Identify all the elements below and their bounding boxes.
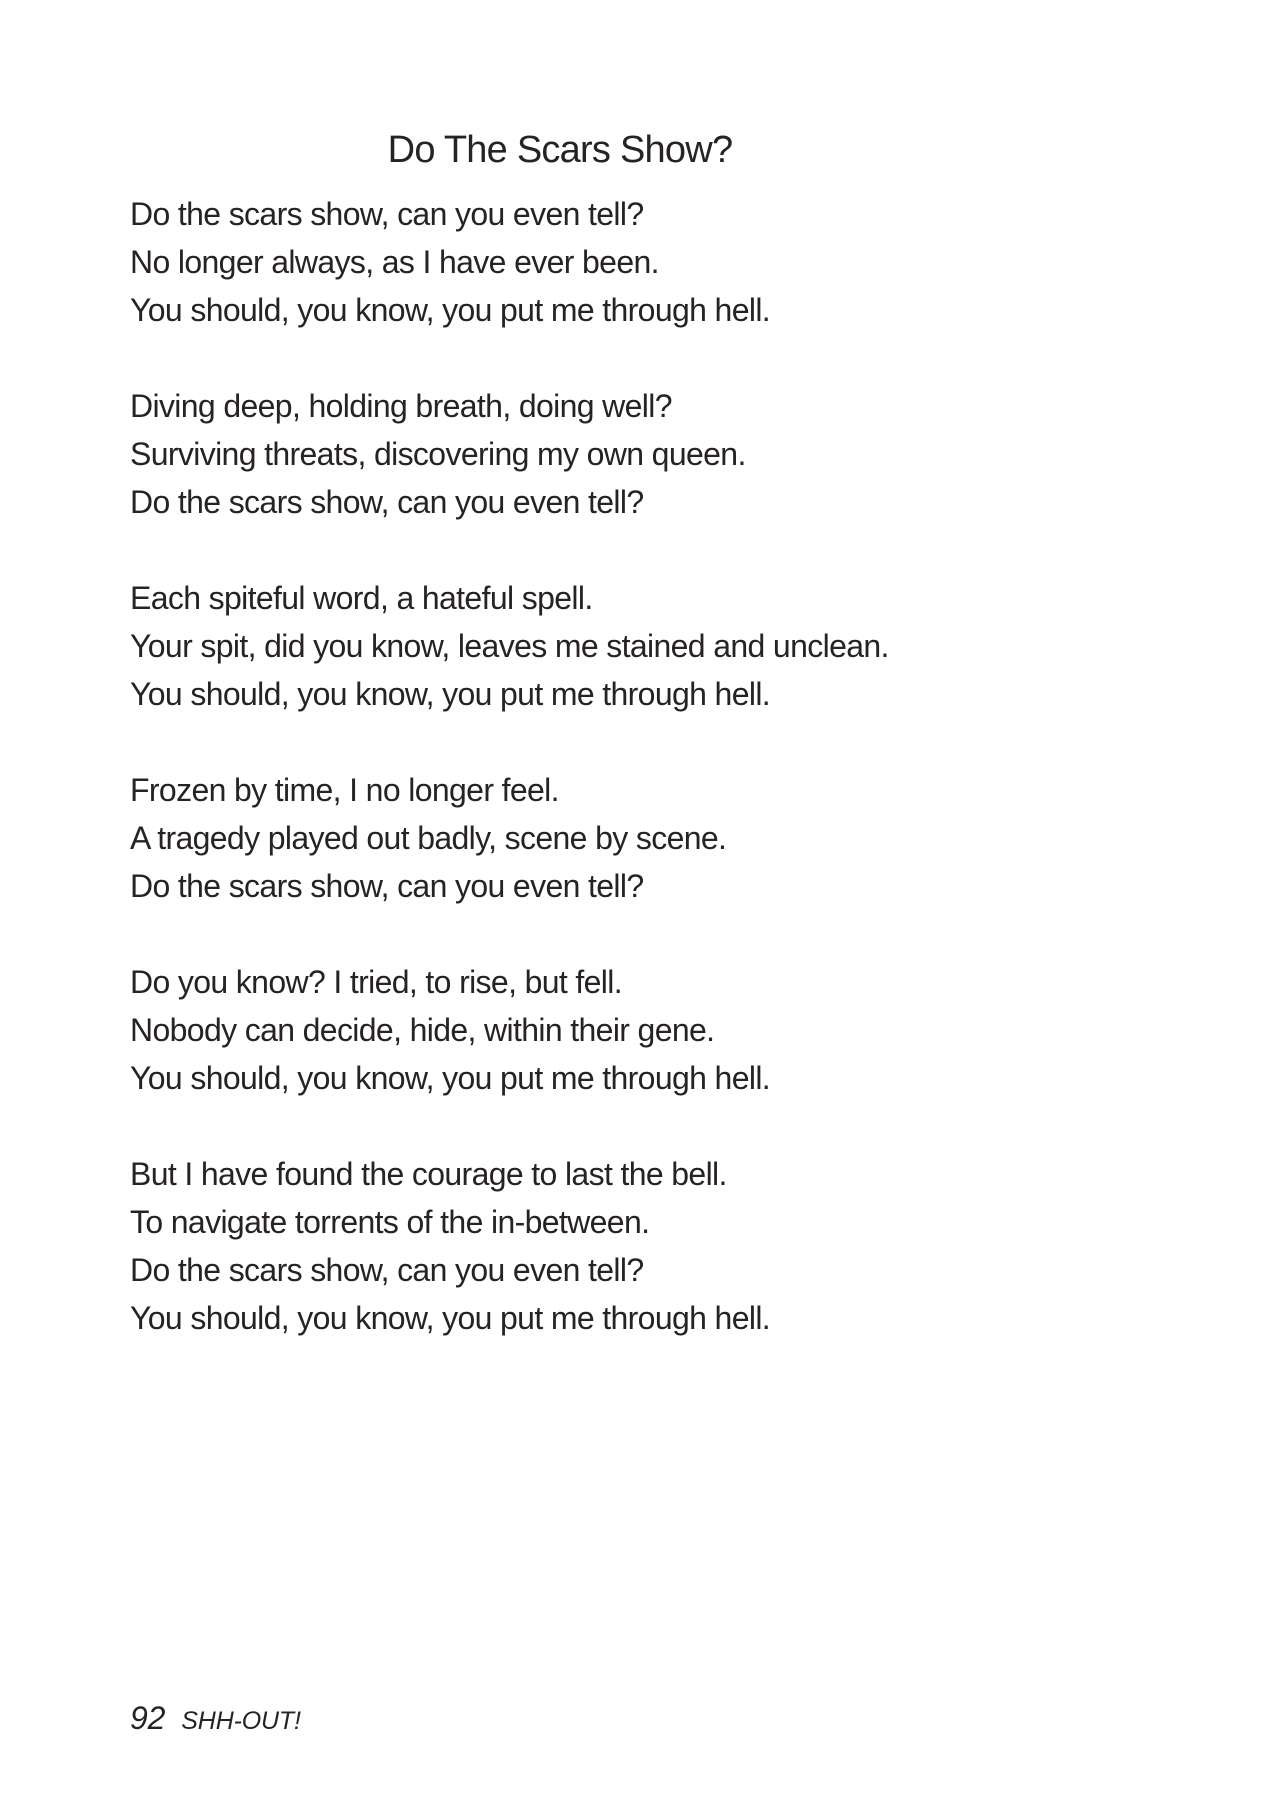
stanza-5 [130, 958, 990, 1102]
poem-line: No longer always, as I have ever been. [130, 244, 659, 280]
poem-line: Each spiteful word, a hateful spell. [130, 580, 593, 616]
stanza-1 [130, 190, 990, 334]
poem-line: Surviving threats, discovering my own queen. [130, 436, 746, 472]
poem-line: But I have found the courage to last the bell. [130, 1156, 727, 1192]
poem-line: You should, you know, you put me through hell. [130, 676, 771, 712]
poem-line: A tragedy played out badly, scene by scene. [130, 820, 727, 856]
stanza-2 [130, 382, 990, 526]
book-title: SHH-OUT! [181, 1707, 301, 1735]
poem-line: Do the scars show, can you even tell? [130, 484, 644, 520]
poem-line: Nobody can decide, hide, within their gene. [130, 1012, 715, 1048]
poem-line: Diving deep, holding breath, doing well? [130, 388, 672, 424]
page-footer [130, 1698, 301, 1741]
poem-line: Do the scars show, can you even tell? [130, 868, 644, 904]
poem-line: You should, you know, you put me through hell. [130, 292, 771, 328]
poem-line: Your spit, did you know, leaves me stained and unclean. [130, 628, 889, 664]
stanza-4 [130, 766, 990, 910]
stanza-3 [130, 574, 990, 718]
poem-line: You should, you know, you put me through hell. [130, 1060, 771, 1096]
poem-line: You should, you know, you put me through hell. [130, 1300, 771, 1336]
poem-line: To navigate torrents of the in-between. [130, 1204, 650, 1240]
page-number: 92 [130, 1700, 166, 1736]
poem-content [130, 126, 990, 1390]
poem-line: Do the scars show, can you even tell? [130, 196, 644, 232]
stanza-6 [130, 1150, 990, 1342]
poem-line: Frozen by time, I no longer feel. [130, 772, 559, 808]
poem-title: Do The Scars Show? [387, 129, 733, 171]
poem-line: Do the scars show, can you even tell? [130, 1252, 644, 1288]
poem-line: Do you know? I tried, to rise, but fell. [130, 964, 622, 1000]
